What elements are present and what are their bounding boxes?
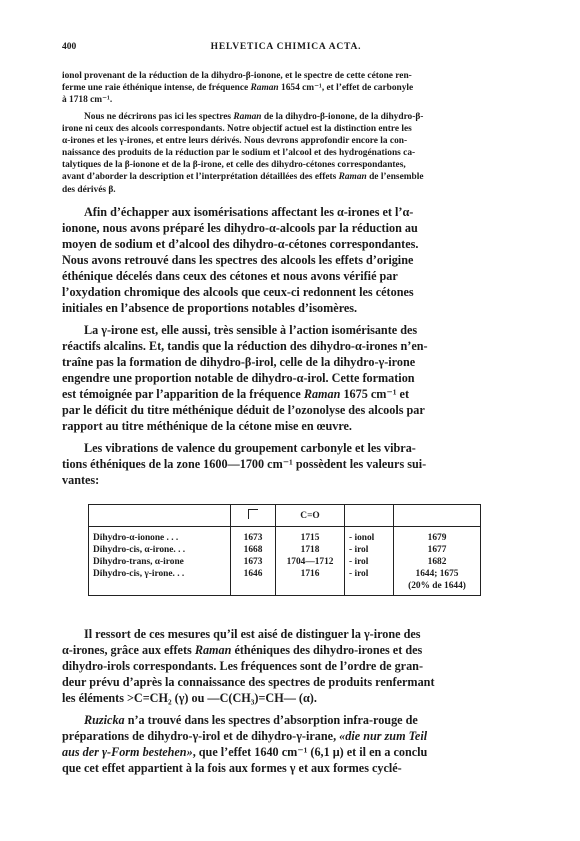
text-line: Nous avons retrouvé dans les spectres des alcools les effets d’origine xyxy=(62,253,414,267)
table-row xyxy=(89,532,481,544)
carbonyl-frequency: 1718 xyxy=(276,544,345,556)
text-line: tions éthéniques de la zone 1600—1700 cm⁻¹ possèdent les valeurs sui- xyxy=(62,457,427,471)
carbonyl-frequency: 1704—1712 xyxy=(276,556,345,568)
ethenic-bond-symbol xyxy=(248,509,258,519)
table-header-cell xyxy=(89,505,231,527)
text-line: naissance des produits de la réduction par le sodium et l’alcool et des hydrogénations ca- xyxy=(62,148,416,159)
alcohol-frequency-note: (20% de 1644) xyxy=(394,580,481,596)
paragraph-2 xyxy=(62,322,510,434)
compound-name: Dihydro-cis, α-irone. . . xyxy=(89,544,231,556)
text-line: des dérivés β. xyxy=(62,184,116,195)
paragraph-1 xyxy=(62,204,510,316)
text-line: Les vibrations de valence du groupement carbonyle et les vibra- xyxy=(84,441,416,455)
text-line: α-irones et les γ-irones, et entre leurs dérivés. Nous devrons approfondir encore la con- xyxy=(62,136,408,147)
text-line: Il ressort de ces mesures qu’il est aisé de distinguer la γ-irone des xyxy=(84,627,421,641)
text-line: réactifs alcalins. Et, tandis que la réduction des dihydro-α-irones n’en- xyxy=(62,339,428,353)
text-line: à 1718 cm⁻¹. xyxy=(62,95,113,106)
text-line: 1654 cm⁻¹, et l’effet de carbonyle xyxy=(278,83,414,94)
text-line: irone ni ceux des alcools correspondants. Notre objectif actuel est la distinction entre les xyxy=(62,124,412,135)
compound-name: Dihydro-α-ionone . . . xyxy=(89,532,231,544)
text-line: traîne pas la formation de dihydro-β-irol, celle de la dihydro-γ-irone xyxy=(62,355,416,369)
text-line: ionone, nous avons préparé les dihydro-α-alcools par la réduction au xyxy=(62,221,418,235)
page-number: 400 xyxy=(62,42,77,52)
vibration-table xyxy=(88,504,481,596)
paragraph-4 xyxy=(62,626,510,706)
text-line: talytiques de la β-ionone et de la β-irone, et celle des dihydro-cétones correspondantes, xyxy=(62,160,406,171)
text-line: , que l’effet 1640 cm⁻¹ (6,1 μ) et il en a conclu xyxy=(192,745,428,759)
author-name: Ruzicka xyxy=(84,713,125,727)
alcohol-frequency: 1682 xyxy=(394,556,481,568)
text-line: Nous ne décrirons pas ici les spectres xyxy=(84,112,234,122)
text-line: engendre une proportion notable de dihydro-α-irol. Cette formation xyxy=(62,371,415,385)
text-line: éthéniques des dihydro-irones et des xyxy=(231,643,423,657)
text-line: avant d’aborder la description et l’interprétation détaillées des effets xyxy=(62,172,339,183)
running-header xyxy=(62,42,510,56)
text-line: éthénique décelés dans ceux des cétones et nous avons vérifié par xyxy=(62,269,398,283)
text-line: vantes: xyxy=(62,473,100,487)
italic-term: Raman xyxy=(194,643,232,657)
table-row xyxy=(89,556,481,568)
text-line: dihydro-irols correspondants. Les fréquences sont de l’ordre de gran- xyxy=(62,659,424,673)
alcohol-type: - irol xyxy=(345,568,394,580)
text-line: moyen de sodium et d’alcool des dihydro-α-cétones correspondantes. xyxy=(62,237,419,251)
compound-name: Dihydro-cis, γ-irone. . . xyxy=(89,568,231,580)
text-line: est témoignée par l’apparition de la fréquence xyxy=(62,387,304,401)
text-line: Afin d’échapper aux isomérisations affectant les α-irones et l’α- xyxy=(84,205,414,219)
text-line: par le déficit du titre méthénique déduit de l’ozonolyse des alcools par xyxy=(62,403,425,417)
german-quote: aus der γ-Form bestehen» xyxy=(62,745,193,759)
small-paragraph-1 xyxy=(62,70,510,106)
table-header-cell xyxy=(345,505,394,527)
alcohol-type: - irol xyxy=(345,544,394,556)
text-line: de la dihydro-β-ionone, de la dihydro-β- xyxy=(261,112,424,122)
text-line: La γ-irone est, elle aussi, très sensible à l’action isomérisante des xyxy=(84,323,418,337)
carbonyl-frequency: 1716 xyxy=(276,568,345,580)
ethenic-frequency: 1668 xyxy=(231,544,276,556)
text-line: ferme une raie éthénique intense, de fréquence xyxy=(62,83,251,94)
paragraph-3 xyxy=(62,440,510,488)
alcohol-type: - irol xyxy=(345,556,394,568)
table-header-cell xyxy=(231,505,276,527)
text-line: deur prévu d’après la connaissance des spectres de produits renfermant xyxy=(62,675,435,689)
text-line: initiales en l’absence de proportions notables d’isomères. xyxy=(62,301,358,315)
carbonyl-frequency: 1715 xyxy=(276,532,345,544)
italic-term: Raman xyxy=(233,112,262,122)
table-header-row xyxy=(89,505,481,527)
text-line: α-irones, grâce aux effets xyxy=(62,643,195,657)
ethenic-frequency: 1673 xyxy=(231,532,276,544)
text-line: de l’ensemble xyxy=(366,172,424,183)
italic-term: Raman xyxy=(303,387,341,401)
text-line: les éléments >C=CH₂ (γ) ou —C(CH₃)=CH— (α). xyxy=(62,691,317,705)
text-line: n’a trouvé dans les spectres d’absorption infra-rouge de xyxy=(124,713,418,727)
journal-title: HELVETICA CHIMICA ACTA. xyxy=(210,42,362,52)
alcohol-type: - ionol xyxy=(345,532,394,544)
alcohol-frequency: 1679 xyxy=(394,532,481,544)
text-line: rapport au titre méthénique de la cétone mise en œuvre. xyxy=(62,419,352,433)
table-row xyxy=(89,580,481,596)
compound-name: Dihydro-trans, α-irone xyxy=(89,556,231,568)
table-header-cell xyxy=(394,505,481,527)
text-line: l’oxydation chromique des alcools que ceux-ci redonnent les cétones xyxy=(62,285,414,299)
alcohol-frequency: 1677 xyxy=(394,544,481,556)
alcohol-frequency: 1644; 1675 xyxy=(394,568,481,580)
text-line: 1675 cm⁻¹ et xyxy=(340,387,410,401)
ethenic-frequency: 1673 xyxy=(231,556,276,568)
ethenic-frequency: 1646 xyxy=(231,568,276,580)
table-row xyxy=(89,544,481,556)
text-line: que cet effet appartient à la fois aux formes γ et aux formes cyclé- xyxy=(62,761,402,775)
german-quote: «die nur zum Teil xyxy=(339,729,428,743)
table-row xyxy=(89,568,481,580)
table-header-cell: C=O xyxy=(276,505,345,527)
paragraph-5 xyxy=(62,712,510,776)
small-paragraph-2 xyxy=(62,111,510,196)
italic-term: Raman xyxy=(250,83,279,94)
text-line: ionol provenant de la réduction de la dihydro-β-ionone, et le spectre de cette cétone ren- xyxy=(62,71,412,81)
text-line: préparations de dihydro-γ-irol et de dihydro-γ-irane, xyxy=(62,729,340,743)
italic-term: Raman xyxy=(338,172,367,183)
